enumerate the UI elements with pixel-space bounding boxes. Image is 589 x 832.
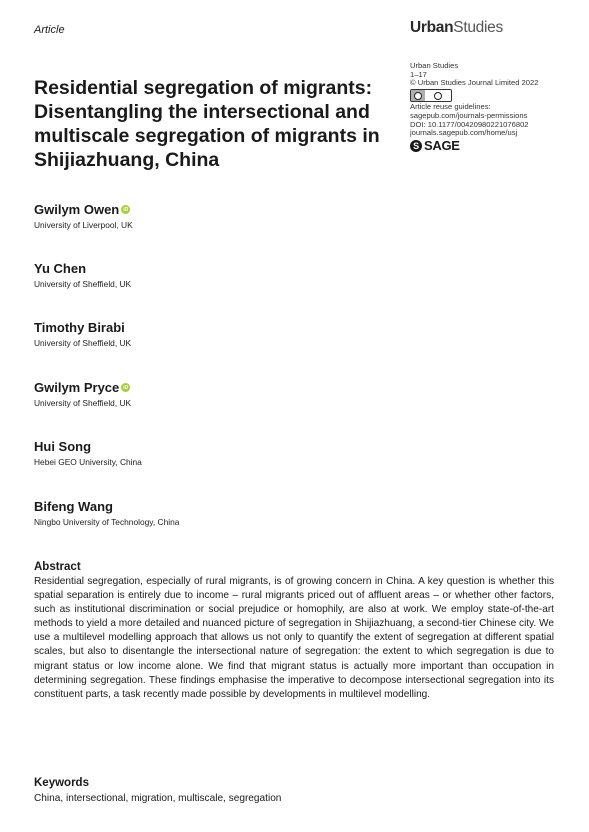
- author-name-text[interactable]: Gwilym Pryce: [34, 380, 120, 395]
- meta-pages: 1–17: [410, 69, 427, 79]
- author-name: [34, 261, 131, 276]
- author-affiliation: University of Sheffield, UK: [34, 398, 132, 408]
- meta-journal-url[interactable]: journals.sagepub.com/home/usj: [410, 128, 518, 138]
- sage-logo-text: SAGE: [424, 137, 460, 153]
- sage-logo: [410, 137, 580, 153]
- author-name: [34, 439, 142, 454]
- author-affiliation: University of Sheffield, UK: [34, 338, 132, 348]
- author-name: [34, 380, 131, 395]
- author-affiliation: University of Liverpool, UK: [34, 220, 133, 230]
- journal-logo-bold: Urban: [410, 19, 454, 36]
- author-block: [34, 499, 179, 527]
- author-block: [34, 320, 131, 348]
- author-affiliation: Hebei GEO University, China: [34, 457, 142, 467]
- author-name-text[interactable]: Bifeng Wang: [34, 499, 113, 514]
- meta-reuse-label: Article reuse guidelines:: [410, 102, 491, 112]
- meta-journal: Urban Studies: [410, 61, 459, 70]
- article-type-label: Article: [34, 24, 65, 36]
- meta-copyright: © Urban Studies Journal Limited 2022: [410, 78, 539, 88]
- keywords-body: China, intersectional, migration, multiscale, segregation: [34, 793, 282, 804]
- sage-logo-icon: S: [410, 140, 422, 152]
- author-name-text[interactable]: Timothy Birabi: [34, 320, 125, 335]
- journal-logo: [410, 19, 503, 37]
- author-affiliation: University of Sheffield, UK: [34, 279, 132, 289]
- author-name-text[interactable]: Gwilym Owen: [34, 202, 120, 217]
- author-name: [34, 499, 179, 514]
- abstract-heading: Abstract: [34, 561, 81, 573]
- author-block: [34, 380, 131, 408]
- orcid-icon[interactable]: iD: [123, 206, 129, 213]
- cc-by-icon[interactable]: [410, 89, 452, 102]
- article-title: Residential segregation of migrants: Disentangling the intersectional and multiscale segregation of migrants in Shijiazhuang, China: [34, 77, 380, 171]
- cc-icon: [411, 90, 425, 101]
- author-block: [34, 439, 142, 467]
- author-affiliation: Ningbo University of Technology, China: [34, 517, 180, 527]
- author-name-text[interactable]: Yu Chen: [34, 261, 87, 276]
- meta-reuse-link[interactable]: sagepub.com/journals-permissions: [410, 110, 528, 120]
- author-name-text[interactable]: Hui Song: [34, 439, 92, 454]
- keywords-heading: Keywords: [34, 777, 89, 789]
- author-block: [34, 261, 131, 289]
- author-name: [34, 320, 131, 335]
- author-name: [34, 202, 133, 217]
- meta-doi[interactable]: DOI: 10.1177/00420980221076802: [410, 119, 529, 129]
- article-metadata: [410, 62, 580, 152]
- by-icon: [425, 90, 451, 101]
- orcid-icon[interactable]: iD: [123, 384, 129, 391]
- abstract-body: Residential segregation, especially of rural migrants, is of growing concern in China. A key question is whether this spatial separation is entirely due to income – rural migrants priced out of affluent areas – or whether other factors, such as institutional discrimination or social prejudice or homophily, are also at work. We employ state-of-the-art methods to yield a more detailed and nuanced picture of segregation in Shijiazhuang, a second-tier Chinese city. We use a multilevel modelling approach that allows us not only to quantify the extent of segregation at different spatial scales, but also to disentangle the intersectional nature of segregation: the extent to which segregation is due to migrant status or low income alone. We find that migrant status is actually more important than occupation in determining segregation. These findings emphasise the imperative to decompose intersectional segregation into its constituent parts, a task recently made possible by developments in multilevel modelling.: [34, 576, 554, 700]
- author-block: [34, 202, 133, 230]
- journal-logo-light: Studies: [453, 19, 503, 36]
